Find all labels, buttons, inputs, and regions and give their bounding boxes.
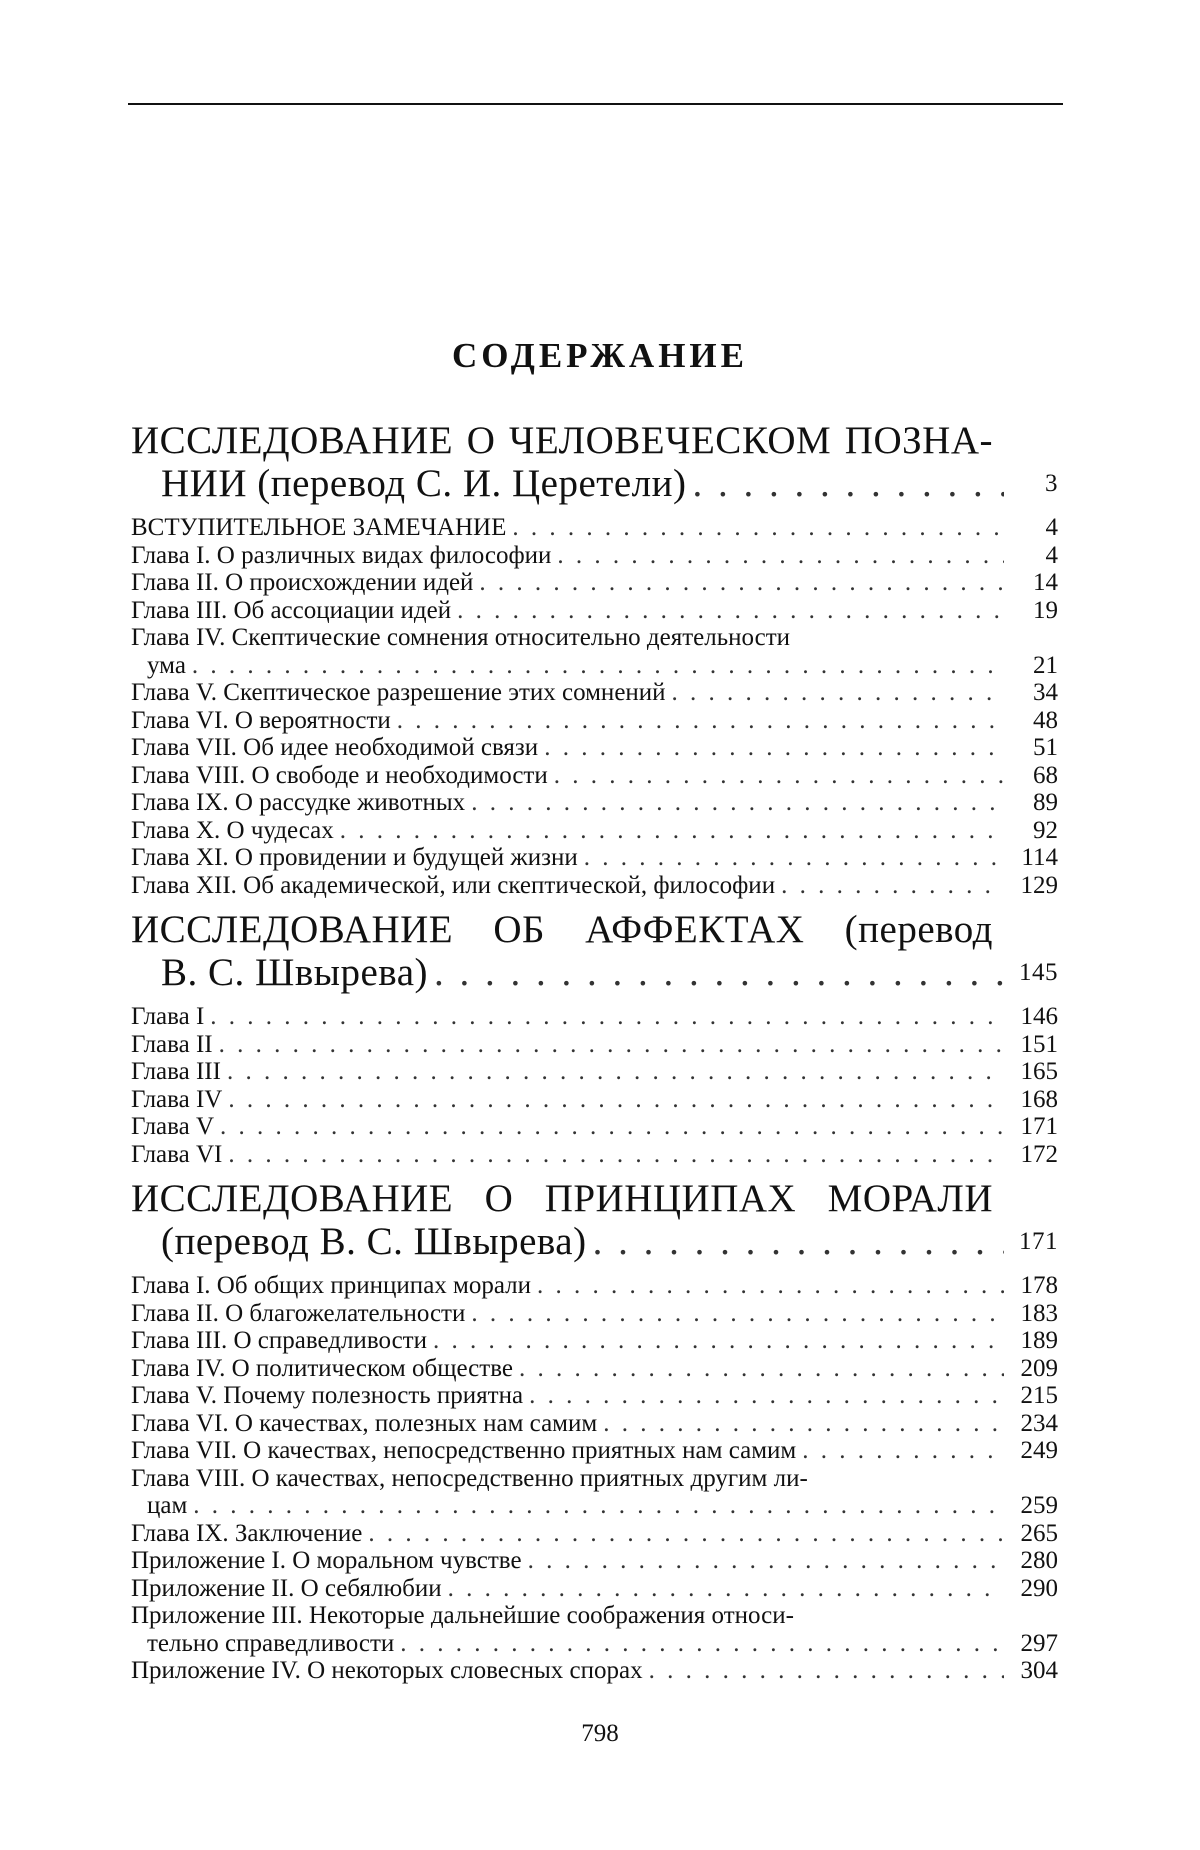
entry-text-cont: ума — [147, 651, 186, 679]
page-number: 3 — [1045, 470, 1058, 497]
page-number: 183 — [1020, 1299, 1058, 1327]
page-number: 265 — [1020, 1519, 1058, 1547]
leader-dots — [781, 872, 1004, 900]
page-number-folio: 798 — [581, 1720, 619, 1747]
section-heading-line2: (перевод В. С. Швырева) — [161, 1220, 587, 1263]
leader-dots — [512, 514, 1004, 542]
leader-dots — [537, 1272, 1004, 1300]
toc-entry[interactable] — [131, 1113, 1058, 1141]
entry-text: Приложение III. Некоторые дальнейшие соображения относи- — [131, 1602, 794, 1629]
leader-dots — [192, 652, 1004, 680]
entry-text: Глава I. О различных видах философии — [131, 541, 552, 569]
page-number: 209 — [1020, 1354, 1058, 1382]
page-number: 178 — [1020, 1272, 1058, 1299]
entry-text: Глава VIII. О свободе и необходимости — [131, 761, 548, 789]
toc-entry[interactable] — [131, 1327, 1058, 1355]
toc-entry[interactable] — [131, 569, 1058, 597]
section-heading-line1: ИССЛЕДОВАНИЕ ОБ АФФЕКТАХ (перевод — [131, 908, 993, 951]
leader-dots — [649, 1657, 1004, 1685]
entry-text: Глава I — [131, 1003, 205, 1030]
page-number: 146 — [1020, 1003, 1058, 1030]
entry-text: Глава VI — [131, 1140, 223, 1168]
entry-text: Глава V. Почему полезность приятна — [131, 1382, 524, 1409]
entry-text: Глава IX. О рассудке животных — [131, 789, 466, 816]
spacer — [131, 995, 1058, 1003]
toc-entry[interactable] — [131, 1382, 1058, 1410]
leader-dots — [603, 1410, 1004, 1438]
toc-entry[interactable] — [131, 707, 1058, 735]
page-number: 280 — [1020, 1547, 1058, 1574]
leader-dots — [802, 1437, 1004, 1465]
toc-entry[interactable] — [131, 1300, 1058, 1328]
leader-dots — [584, 844, 1004, 872]
leader-dots — [368, 1520, 1004, 1548]
leader-dots — [528, 1547, 1004, 1575]
page-number: 19 — [1033, 596, 1058, 624]
entry-text: Приложение II. О себялюбии — [131, 1574, 442, 1602]
toc-entry[interactable] — [131, 817, 1058, 845]
leader-dots — [400, 1630, 1004, 1658]
entry-text-cont: тельно справедливости — [147, 1629, 395, 1657]
page-number: 172 — [1020, 1140, 1058, 1168]
page-number: 151 — [1020, 1030, 1058, 1058]
page-number: 89 — [1033, 789, 1058, 816]
toc-entry[interactable] — [131, 597, 1058, 625]
page-number: 4 — [1045, 541, 1058, 569]
page-number: 68 — [1033, 761, 1058, 789]
leader-dots — [479, 569, 1004, 597]
entry-text: Глава XI. О провидении и будущей жизни — [131, 844, 578, 871]
page-number: 259 — [1020, 1492, 1058, 1519]
leader-dots — [672, 679, 1004, 707]
page-number: 168 — [1020, 1085, 1058, 1113]
toc-entry[interactable] — [131, 1141, 1058, 1169]
entry-text: Глава III — [131, 1058, 221, 1085]
section-heading — [131, 909, 1058, 995]
leader-dots — [220, 1113, 1004, 1141]
page-number: 215 — [1020, 1382, 1058, 1409]
entry-text: Глава II. О благожелательности — [131, 1299, 466, 1327]
entry-text: Глава II. О происхождении идей — [131, 569, 474, 596]
leader-dots — [210, 1003, 1004, 1031]
entry-text-line1 — [131, 624, 993, 652]
leader-dots — [340, 817, 1004, 845]
page-number: 34 — [1033, 679, 1058, 706]
spacer — [131, 506, 1058, 514]
entry-text: Глава IV. О политическом обществе — [131, 1354, 513, 1382]
leader-dots — [448, 1575, 1004, 1603]
entry-text: Глава IV. Скептические сомнения относительно деятельности — [131, 624, 790, 651]
page-number: 51 — [1033, 734, 1058, 761]
page-number: 297 — [1020, 1629, 1058, 1657]
page-number: 304 — [1020, 1657, 1058, 1684]
section-heading — [131, 420, 1058, 506]
entry-text-line1 — [131, 1602, 993, 1630]
top-rule — [128, 103, 1063, 105]
toc-entry[interactable] — [131, 1086, 1058, 1114]
entry-text: Глава VIII. О качествах, непосредственно приятных другим ли- — [131, 1464, 808, 1492]
section-heading-line2: В. С. Швырева) — [161, 951, 428, 994]
table-of-contents — [131, 420, 1058, 1685]
toc-entry[interactable] — [131, 1575, 1058, 1603]
spacer — [131, 1264, 1058, 1272]
page-number: 14 — [1033, 569, 1058, 596]
entry-text: Глава II — [131, 1030, 213, 1058]
leader-dots — [554, 762, 1004, 790]
section-heading-row[interactable] — [131, 951, 1058, 995]
toc-entry[interactable] — [131, 542, 1058, 570]
entry-text: Глава X. О чудесах — [131, 816, 334, 844]
toc-entry[interactable] — [131, 1058, 1058, 1086]
leader-dots — [544, 734, 1004, 762]
leader-dots — [434, 951, 1004, 995]
leader-dots — [692, 462, 1004, 506]
leader-dots — [227, 1058, 1004, 1086]
leader-dots — [557, 542, 1004, 570]
entry-text: Глава VII. Об идее необходимой связи — [131, 734, 539, 761]
page-number: 145 — [1019, 959, 1058, 986]
toc-entry[interactable] — [131, 734, 1058, 762]
toc-entry[interactable] — [131, 1437, 1058, 1465]
entry-text: Глава III. Об ассоциации идей — [131, 596, 452, 624]
entry-text: Глава V — [131, 1113, 215, 1140]
leader-dots — [397, 707, 1004, 735]
toc-entry[interactable] — [131, 789, 1058, 817]
section-heading-line1: ИССЛЕДОВАНИЕ О ПРИНЦИПАХ МОРАЛИ — [131, 1177, 993, 1220]
page-title: СОДЕРЖАНИЕ — [451, 336, 748, 375]
page-number: 48 — [1033, 706, 1058, 734]
section-heading — [131, 1178, 1058, 1264]
section-heading-row[interactable] — [131, 462, 1058, 506]
page-number: 171 — [1020, 1113, 1058, 1140]
leader-dots — [219, 1031, 1004, 1059]
entry-text: Глава IX. Заключение — [131, 1519, 363, 1547]
entry-text: Глава I. Об общих принципах морали — [131, 1272, 532, 1299]
entry-text-line1 — [131, 1465, 993, 1493]
toc-entry[interactable] — [131, 1272, 1058, 1300]
leader-dots — [457, 597, 1004, 625]
page-number: 189 — [1020, 1327, 1058, 1354]
entry-text: Глава VI. О вероятности — [131, 706, 391, 734]
leader-dots — [228, 1141, 1004, 1169]
page-number: 129 — [1020, 871, 1058, 899]
entry-text: Глава IV — [131, 1085, 223, 1113]
page-number: 234 — [1020, 1409, 1058, 1437]
toc-entry[interactable] — [131, 844, 1058, 872]
page-number: 171 — [1019, 1228, 1058, 1255]
page-number: 4 — [1045, 514, 1058, 541]
leader-dots — [593, 1220, 1004, 1264]
toc-entry[interactable] — [131, 1355, 1058, 1383]
leader-dots — [519, 1355, 1004, 1383]
section-heading-row[interactable] — [131, 1220, 1058, 1264]
toc-entry[interactable] — [131, 514, 1058, 542]
toc-entry[interactable] — [131, 1410, 1058, 1438]
toc-entry[interactable] — [131, 1657, 1058, 1685]
section-heading-line1: ИССЛЕДОВАНИЕ О ЧЕЛОВЕЧЕСКОМ ПОЗНА- — [131, 419, 993, 462]
page-number: 290 — [1020, 1574, 1058, 1602]
section-heading-line2: НИИ (перевод С. И. Церетели) — [161, 462, 687, 505]
toc-entry[interactable] — [131, 872, 1058, 900]
entry-text: Глава V. Скептическое разрешение этих сомнений — [131, 679, 666, 706]
toc-entry[interactable] — [131, 1492, 1058, 1520]
toc-entry[interactable] — [131, 679, 1058, 707]
page-number: 92 — [1033, 816, 1058, 844]
toc-entry[interactable] — [131, 652, 1058, 680]
page-number: 21 — [1033, 651, 1058, 679]
toc-entry[interactable] — [131, 762, 1058, 790]
entry-text: Глава VI. О качествах, полезных нам самим — [131, 1409, 598, 1437]
entry-text: Приложение I. О моральном чувстве — [131, 1547, 522, 1574]
entry-text: ВСТУПИТЕЛЬНОЕ ЗАМЕЧАНИЕ — [131, 514, 507, 541]
leader-dots — [193, 1492, 1004, 1520]
page-number: 249 — [1020, 1437, 1058, 1464]
toc-entry[interactable] — [131, 1031, 1058, 1059]
leader-dots — [471, 1300, 1004, 1328]
leader-dots — [433, 1327, 1004, 1355]
leader-dots — [471, 789, 1004, 817]
leader-dots — [529, 1382, 1004, 1410]
toc-entry[interactable] — [131, 1003, 1058, 1031]
entry-text: Глава XII. Об академической, или скептической, философии — [131, 871, 776, 899]
page-number: 114 — [1021, 844, 1058, 871]
toc-entry[interactable] — [131, 1547, 1058, 1575]
entry-text: Глава III. О справедливости — [131, 1327, 427, 1354]
entry-text: Глава VII. О качествах, непосредственно приятных нам самим — [131, 1437, 797, 1464]
toc-entry[interactable] — [131, 1630, 1058, 1658]
entry-text-cont: цам — [147, 1492, 188, 1519]
page-number: 165 — [1020, 1058, 1058, 1085]
toc-entry[interactable] — [131, 1520, 1058, 1548]
entry-text: Приложение IV. О некоторых словесных спорах — [131, 1657, 643, 1684]
leader-dots — [228, 1086, 1004, 1114]
